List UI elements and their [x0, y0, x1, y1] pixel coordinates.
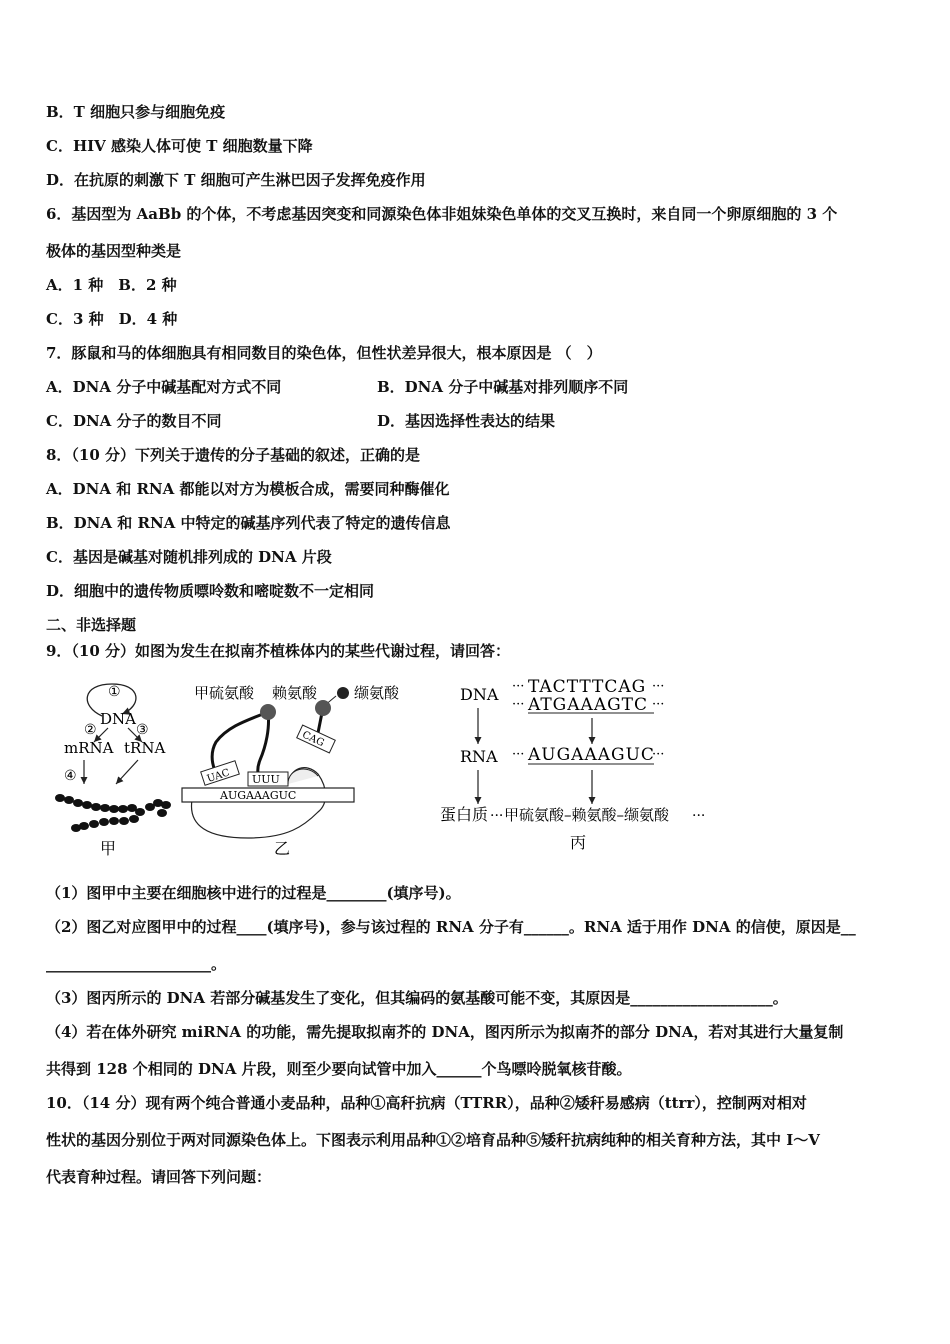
q9-part4-line1: （4）若在体外研究 miRNA 的功能，需先提取拟南芥的 DNA，图丙所示为拟南芥的部分 DNA，若对其进行大量复制	[46, 1023, 844, 1041]
aa-met-label: 甲硫氨酸	[194, 684, 255, 702]
trna-label: tRNA	[124, 739, 166, 757]
q8-option-c: C．基因是碱基对随机排列成的 DNA 片段	[46, 548, 332, 566]
q7-stem: 7．豚鼠和马的体细胞具有相同数目的染色体，但性状差异很大，根本原因是 （ ）	[46, 344, 602, 362]
svg-text:···: ···	[512, 747, 525, 762]
q7-option-b: B．DNA 分子中碱基对排列顺序不同	[377, 378, 629, 396]
q6-options-ab: A．1 种 B．2 种	[46, 276, 177, 294]
q9-stem: 9．（10 分）如图为发生在拟南芥植株体内的某些代谢过程，请回答：	[46, 642, 511, 660]
svg-text:···: ···	[490, 808, 504, 824]
process-1-label: ①	[108, 684, 121, 700]
anticodon-uuu: UUU	[252, 773, 280, 786]
q5-option-d: D．在抗原的刺激下 T 细胞可产生淋巴因子发挥免疫作用	[46, 171, 426, 189]
figure-bing-caption: 丙	[570, 833, 587, 852]
section-heading: 二、非选择题	[46, 616, 137, 634]
q8-stem: 8．（10 分）下列关于遗传的分子基础的叙述，正确的是	[46, 446, 421, 464]
process-2-label: ②	[84, 722, 97, 738]
q9-part3: （3）图丙所示的 DNA 若部分碱基发生了变化，但其编码的氨基酸可能不变，其原因是___________________。	[46, 989, 788, 1007]
svg-text:···: ···	[512, 697, 525, 712]
mrna-label: mRNA	[64, 739, 114, 757]
dna-label: DNA	[100, 710, 136, 728]
q7-option-c: C．DNA 分子的数目不同	[46, 412, 222, 430]
q8-option-d: D．细胞中的遗传物质嘌呤数和嘧啶数不一定相同	[46, 582, 375, 600]
q5-option-b: B．T 细胞只参与细胞免疫	[46, 103, 226, 121]
q9-part2-line1: （2）图乙对应图甲中的过程____(填序号)，参与该过程的 RNA 分子有______。RNA 适于用作 DNA 的信使，原因是__	[46, 918, 856, 936]
svg-text:···: ···	[692, 808, 706, 824]
figure-yi	[178, 676, 418, 861]
q6-options-cd: C．3 种 D．4 种	[46, 310, 178, 328]
q6-stem-line1: 6．基因型为 AaBb 的个体，不考虑基因突变和同源染色体非姐妹染色单体的交叉互换时，来自同一个卵原细胞的 3 个	[46, 205, 838, 223]
aa-val-label: 缬氨酸	[354, 684, 400, 702]
anticodon-cag: CAG	[300, 729, 326, 750]
dna-coding-strand: ATGAAAGTC	[528, 695, 649, 715]
process-3-label: ③	[136, 722, 149, 738]
q9-part1: （1）图甲中主要在细胞核中进行的过程是________(填序号)。	[46, 884, 461, 902]
q6-stem-line2: 极体的基因型种类是	[46, 242, 182, 260]
polypeptide-chain-icon	[55, 794, 171, 832]
figure-yi-caption: 乙	[274, 839, 291, 858]
process-4-label: ④	[64, 768, 77, 784]
q7-options-row1	[46, 377, 629, 397]
q7-option-a: A．DNA 分子中碱基配对方式不同	[46, 378, 282, 396]
rna-sequence: AUGAAAGUC	[528, 745, 655, 765]
q8-option-a: A．DNA 和 RNA 都能以对方为模板合成，需要同种酶催化	[46, 480, 450, 498]
q10-line3: 代表育种过程。请回答下列问题：	[46, 1168, 272, 1186]
bing-protein-label: 蛋白质	[440, 805, 489, 824]
q7-option-d: D．基因选择性表达的结果	[377, 412, 556, 430]
anticodon-uac: UAC	[205, 767, 232, 785]
figure-jia	[50, 676, 180, 861]
svg-text:···: ···	[652, 747, 665, 762]
q10-line2: 性状的基因分别位于两对同源染色体上。下图表示利用品种①②培育品种⑤矮秆抗病纯种的相关育种方法，其中 I～V	[46, 1131, 820, 1149]
q5-option-c: C．HIV 感染人体可使 T 细胞数量下降	[46, 137, 313, 155]
svg-text:···: ···	[512, 679, 525, 694]
mrna-sequence: AUGAAAGUC	[220, 789, 297, 802]
aa-lys-label: 赖氨酸	[272, 684, 318, 702]
q9-part2-line2: ______________________。	[46, 955, 227, 973]
q8-option-b: B．DNA 和 RNA 中特定的碱基序列代表了特定的遗传信息	[46, 514, 451, 532]
q9-part4-line2: 共得到 128 个相同的 DNA 片段，则至少要向试管中加入______个鸟嘌呤脱氧核苷酸。	[46, 1060, 632, 1078]
svg-text:···: ···	[652, 679, 665, 694]
q10-line1: 10．（14 分）现有两个纯合普通小麦品种，品种①高秆抗病（TTRR），品种②矮秆易感病（ttrr），控制两对相对	[46, 1094, 807, 1112]
figure-bing	[432, 676, 722, 861]
svg-text:···: ···	[652, 697, 665, 712]
q7-options-row2	[46, 411, 556, 431]
bing-rna-label: RNA	[460, 747, 498, 766]
dna-template-strand: TACTTTCAG	[528, 677, 647, 697]
amino-acid-chain: 甲硫氨酸–赖氨酸–缬氨酸	[504, 806, 670, 824]
figure-jia-caption: 甲	[100, 839, 117, 858]
bing-dna-label: DNA	[460, 685, 499, 704]
